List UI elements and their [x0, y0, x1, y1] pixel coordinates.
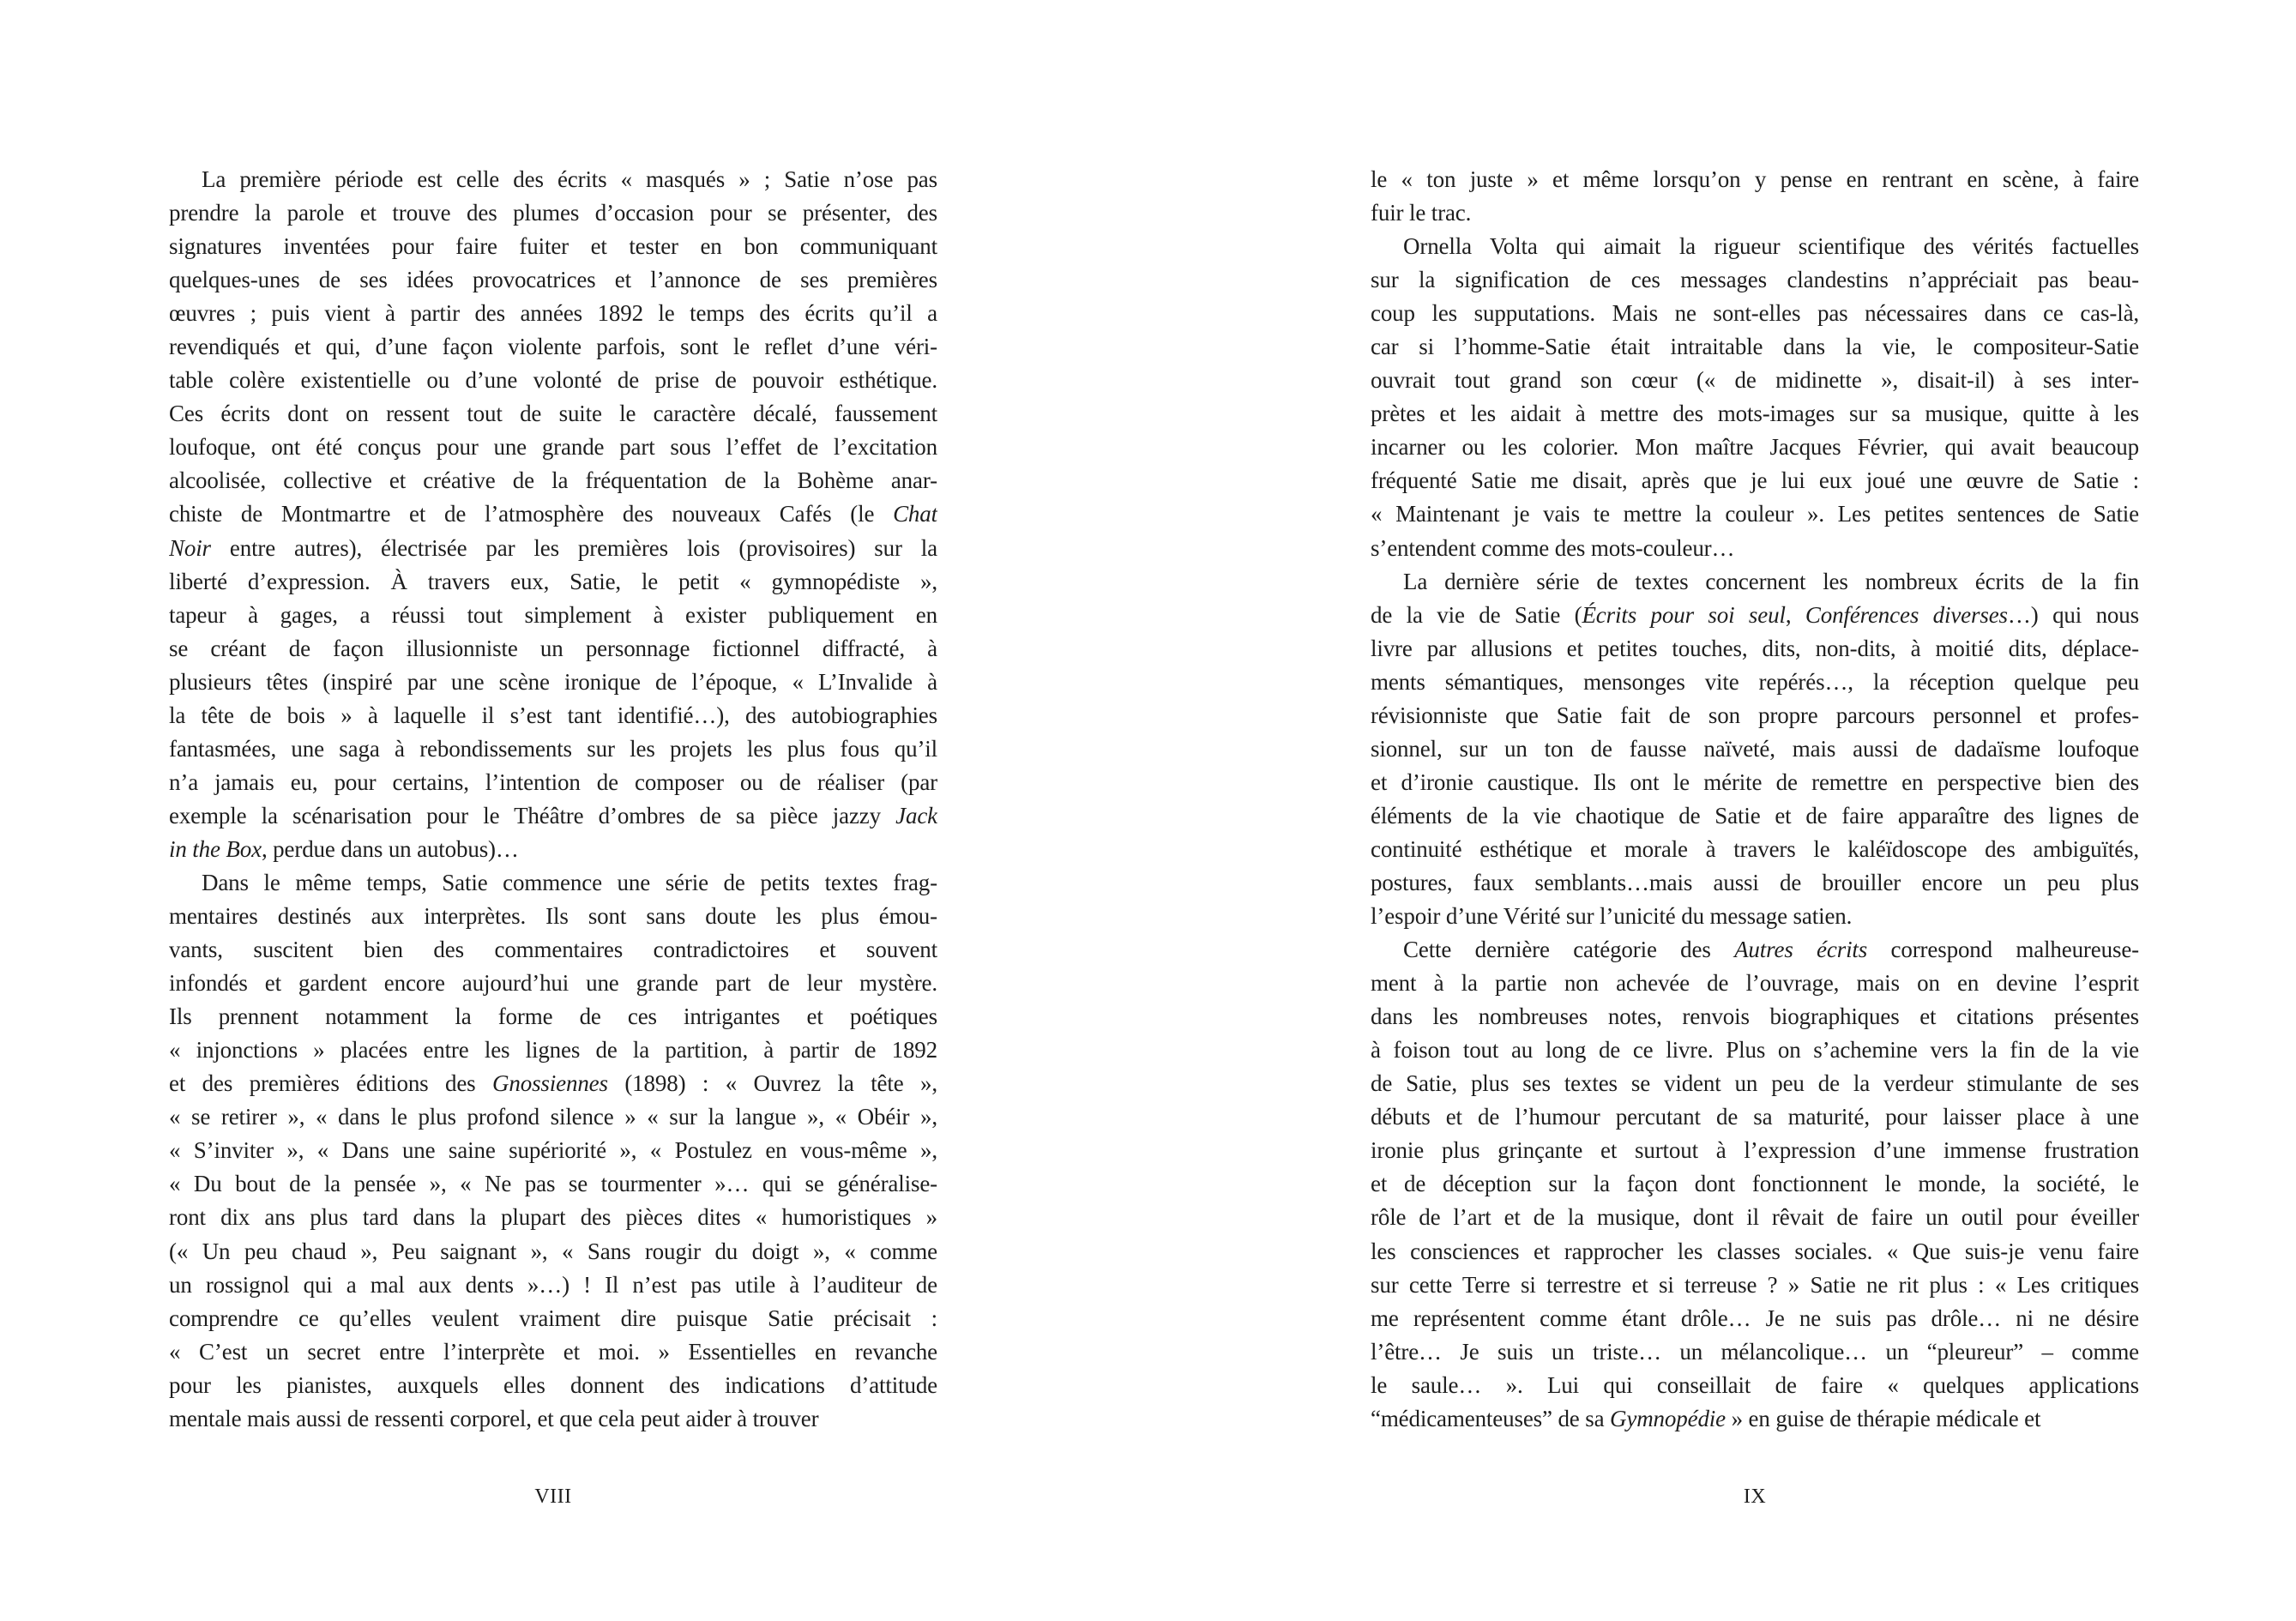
text-line: livre par allusions et petites touches, dits, non-dits, à moitié dits, déplace-	[1371, 635, 2139, 661]
text-line: un rossignol qui a mal aux dents »…) ! Il n’est pas utile à l’auditeur de	[169, 1271, 937, 1298]
text-line: Ornella Volta qui aimait la rigueur scientifique des vérités factuelles	[1403, 233, 2139, 260]
text-line: « Du bout de la pensée », « Ne pas se tourmenter »… qui se généralise-	[169, 1171, 937, 1197]
text-line: ment à la partie non achevée de l’ouvrage, mais on en devine l’esprit	[1371, 970, 2139, 997]
paragraph	[169, 866, 937, 1436]
text-line: quelques-unes de ses idées provocatrices et l’annonce de ses premières	[169, 267, 937, 293]
text-line: le « ton juste » et même lorsqu’on y pense en rentrant en scène, à faire	[1371, 166, 2139, 192]
text-line: fuir le trac.	[1371, 200, 1472, 226]
text-line: « Maintenant je vais te mettre la couleur ». Les petites sentences de Satie	[1371, 501, 2139, 527]
text-line: tapeur à gages, a réussi tout simplement à exister publiquement en	[169, 601, 937, 628]
text-line	[169, 532, 937, 565]
text-line	[169, 833, 937, 866]
text-line: incarner ou les colorier. Mon maître Jacques Février, qui avait beaucoup	[1371, 434, 2139, 461]
text-line: signatures inventées pour faire fuiter et tester en bon communiquant	[169, 233, 937, 260]
text-line: et de déception sur la façon dont fonctionnent le monde, la société, le	[1371, 1171, 2139, 1197]
text-line: le saule… ». Lui qui conseillait de faire « quelques applications	[1371, 1371, 2139, 1398]
text-line: révisionniste que Satie fait de son propre parcours personnel et profes-	[1371, 702, 2139, 728]
text-line	[169, 799, 937, 833]
text-line: n’a jamais eu, pour certains, l’intention de composer ou de réaliser (par	[169, 768, 937, 795]
text-segment: de la vie de Satie (	[1371, 601, 1582, 628]
text-line: me représentent comme étant drôle… Je ne suis pas drôle… ni ne désire	[1371, 1305, 2139, 1331]
text-line: revendiqués et qui, d’une façon violente parfois, sont le reflet d’une véri-	[169, 334, 937, 360]
italic-title: Autres écrits	[1734, 937, 1868, 963]
text-segment: Cette dernière catégorie des	[1403, 937, 1735, 963]
text-line: à foison tout au long de ce livre. Plus on s’achemine vers la fin de la vie	[1371, 1037, 2139, 1064]
text-line: Ces écrits dont on ressent tout de suite le caractère décalé, faussement	[169, 401, 937, 427]
text-line: La première période est celle des écrits « masqués » ; Satie n’ose pas	[202, 166, 937, 192]
text-segment: (1898) : « Ouvrez la tête »,	[607, 1070, 937, 1097]
text-line: vants, suscitent bien des commentaires contradictoires et souvent	[169, 937, 937, 963]
text-line: « S’inviter », « Dans une saine supériorité », « Postulez en vous-même »,	[169, 1137, 937, 1164]
italic-title: Conférences diverses	[1805, 601, 2008, 628]
left-page-text	[169, 163, 937, 1436]
text-line: les consciences et rapprocher les classes sociales. « Que suis-je venu faire	[1371, 1238, 2139, 1264]
text-segment: chiste de Montmartre et de l’atmosphère des nouveaux Cafés (le	[169, 501, 894, 527]
text-segment: ,	[1785, 601, 1805, 628]
text-line: ront dix ans plus tard dans la plupart des pièces dites « humoristiques »	[169, 1204, 937, 1231]
text-line: débuts et de l’humour percutant de sa maturité, pour laisser place à une	[1371, 1104, 2139, 1130]
italic-title: Noir	[169, 534, 211, 561]
text-line: sur la signification de ces messages clandestins n’appréciait pas beau-	[1371, 267, 2139, 293]
italic-title: Jack	[895, 802, 937, 829]
text-line	[169, 1067, 937, 1100]
text-line: « C’est un secret entre l’interprète et moi. » Essentielles en revanche	[169, 1338, 937, 1365]
text-line: rôle de l’art et de la musique, dont il rêvait de faire un outil pour éveiller	[1371, 1204, 2139, 1231]
text-line	[1371, 933, 2139, 967]
text-line: car si l’homme-Satie était intraitable dans la vie, le compositeur-Satie	[1371, 334, 2139, 360]
text-line: se créant de façon illusionniste un personnage fictionnel diffracté, à	[169, 635, 937, 661]
paragraph	[169, 163, 937, 866]
text-line: liberté d’expression. À travers eux, Satie, le petit « gymnopédiste »,	[169, 568, 937, 594]
text-line	[1371, 1402, 2139, 1436]
text-line: pour les pianistes, auxquels elles donnent des indications d’attitude	[169, 1371, 937, 1398]
text-line: Ils prennent notamment la forme de ces intrigantes et poétiques	[169, 1003, 937, 1030]
page-number-left: VIII	[534, 1485, 572, 1508]
text-line: la tête de bois » à laquelle il s’est tant identifié…), des autobiographies	[169, 702, 937, 728]
paragraph	[1371, 163, 2139, 230]
text-line: éléments de la vie chaotique de Satie et de faire apparaître des lignes de	[1371, 802, 2139, 829]
text-line: s’entendent comme des mots-couleur…	[1371, 534, 1735, 561]
text-line: fantasmées, une saga à rebondissements sur les projets les plus fous qu’il	[169, 735, 937, 762]
text-line: œuvres ; puis vient à partir des années 1892 le temps des écrits qu’il a	[169, 300, 937, 327]
text-line: fréquenté Satie me disait, après que je lui eux joué une œuvre de Satie :	[1371, 467, 2139, 494]
text-line: infondés et gardent encore aujourd’hui une grande part de leur mystère.	[169, 970, 937, 997]
text-segment: correspond malheureuse-	[1867, 937, 2139, 963]
text-line: mentaires destinés aux interprètes. Ils sont sans doute les plus émou-	[169, 903, 937, 930]
text-line: loufoque, ont été conçus pour une grande part sous l’effet de l’excitation	[169, 434, 937, 461]
text-line: « injonctions » placées entre les lignes de la partition, à partir de 1892	[169, 1037, 937, 1064]
text-line: coup les supputations. Mais ne sont-elles pas nécessaires dans ce cas-là,	[1371, 300, 2139, 327]
text-segment: exemple la scénarisation pour le Théâtre d’ombres de sa pièce jazzy	[169, 802, 896, 829]
right-page-text	[1371, 163, 2139, 1436]
paragraph	[1371, 230, 2139, 564]
text-line: l’espoir d’une Vérité sur l’unicité du message satien.	[1371, 903, 1853, 930]
text-line: ironie plus grinçante et surtout à l’expression d’une immense frustration	[1371, 1137, 2139, 1164]
text-line: ouvrait tout grand son cœur (« de midinette », disait-il) à ses inter-	[1371, 367, 2139, 394]
text-line	[169, 497, 937, 531]
text-segment: , perdue dans un autobus)…	[261, 835, 519, 862]
text-line: sionnel, sur un ton de fausse naïveté, mais aussi de dadaïsme loufoque	[1371, 735, 2139, 762]
text-line: table colère existentielle ou d’une volonté de prise de pouvoir esthétique.	[169, 367, 937, 394]
text-line: alcoolisée, collective et créative de la fréquentation de la Bohème anar-	[169, 467, 937, 494]
italic-title: Gnossiennes	[492, 1070, 608, 1097]
text-line	[1371, 599, 2139, 632]
text-segment: …) qui nous	[2007, 601, 2139, 628]
text-segment: et des premières éditions des	[169, 1070, 493, 1097]
text-line: et d’ironie caustique. Ils ont le mérite de remettre en perspective bien des	[1371, 768, 2139, 795]
text-line: postures, faux semblants…mais aussi de brouiller encore un peu plus	[1371, 869, 2139, 895]
text-segment: “médicamenteuses” de sa	[1371, 1405, 1611, 1431]
text-line: La dernière série de textes concernent les nombreux écrits de la fin	[1403, 568, 2139, 594]
text-line: continuité esthétique et morale à travers le kaléïdoscope des ambiguïtés,	[1371, 835, 2139, 862]
paragraph	[1371, 933, 2139, 1436]
text-line: de Satie, plus ses textes se vident un peu de la verdeur stimulante de ses	[1371, 1070, 2139, 1097]
italic-title: Gymnopédie	[1610, 1405, 1726, 1431]
text-line: prètes et les aidait à mettre des mots-images sur sa musique, quitte à les	[1371, 401, 2139, 427]
paragraph	[1371, 565, 2139, 934]
text-line: « se retirer », « dans le plus profond silence » « sur la langue », « Obéir »,	[169, 1104, 937, 1130]
text-line: comprendre ce qu’elles veulent vraiment dire puisque Satie précisait :	[169, 1305, 937, 1331]
text-line: ments sémantiques, mensonges vite repérés…, la réception quelque peu	[1371, 668, 2139, 695]
text-segment: » en guise de thérapie médicale et	[1725, 1405, 2041, 1431]
text-line: l’être… Je suis un triste… un mélancolique… un “pleureur” – comme	[1371, 1338, 2139, 1365]
text-line: (« Un peu chaud », Peu saignant », « Sans rougir du doigt », « comme	[169, 1238, 937, 1264]
page-number-right: IX	[1743, 1485, 1767, 1508]
text-line: prendre la parole et trouve des plumes d’occasion pour se présenter, des	[169, 200, 937, 226]
text-line: mentale mais aussi de ressenti corporel, et que cela peut aider à trouver	[169, 1405, 819, 1431]
text-segment: entre autres), électrisée par les premières lois (provisoires) sur la	[210, 534, 937, 561]
text-line: sur cette Terre si terrestre et si terreuse ? » Satie ne rit plus : « Les critiques	[1371, 1271, 2139, 1298]
text-line: dans les nombreuses notes, renvois biographiques et citations présentes	[1371, 1003, 2139, 1030]
text-line: plusieurs têtes (inspiré par une scène ironique de l’époque, « L’Invalide à	[169, 668, 937, 695]
italic-title: Écrits pour soi seul	[1582, 601, 1786, 628]
text-line: Dans le même temps, Satie commence une série de petits textes frag-	[202, 869, 937, 895]
italic-title: in the Box	[169, 835, 262, 862]
italic-title: Chat	[893, 501, 937, 527]
